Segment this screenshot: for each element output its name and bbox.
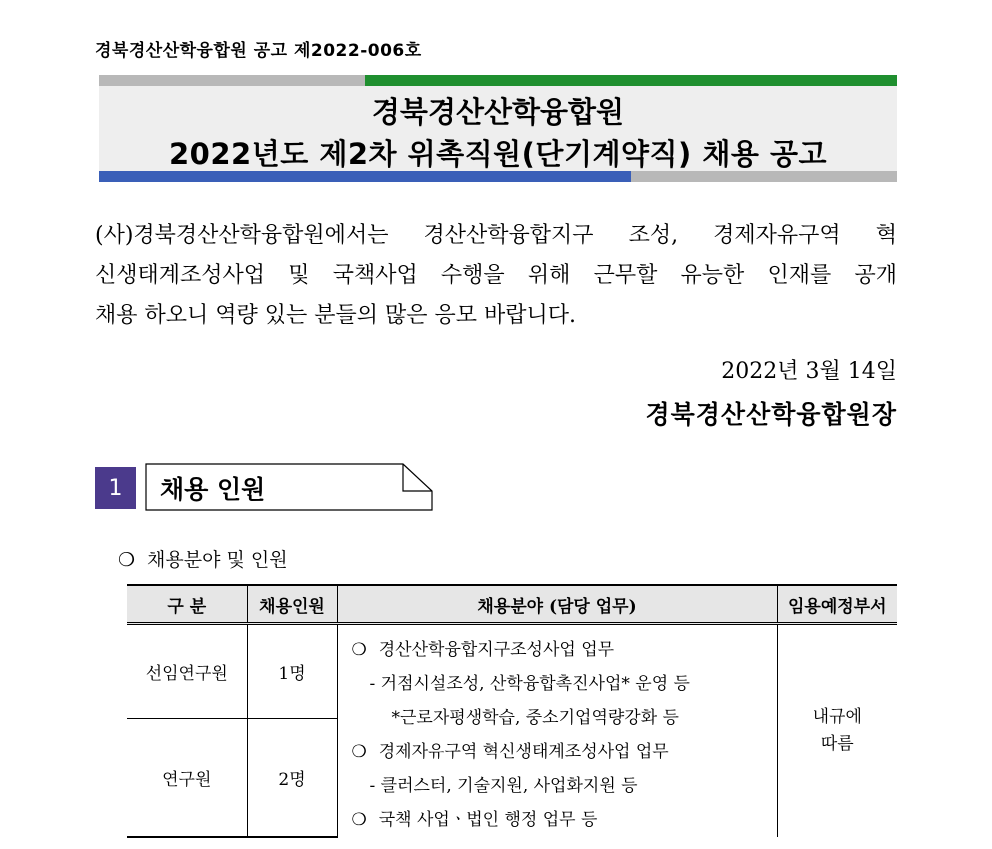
recruitment-table <box>127 584 897 838</box>
intro-line: 신생태계조성사업 및 국책사업 수행을 위해 근무할 유능한 인재를 공개 <box>95 263 897 288</box>
header-count: 채용인원 <box>247 585 337 624</box>
title-bar-bottom-blue <box>99 171 631 182</box>
row-count: 2명 <box>247 718 337 837</box>
section-title: 채용 인원 <box>160 475 266 504</box>
duty-note: *근로자평생학습, 중소기업역량강화 등 <box>391 708 679 728</box>
header-field: 채용분야 (담당 업무) <box>337 585 777 624</box>
department-line: 내규에 <box>812 707 862 727</box>
duty-item: ❍ 경산산학융합지구조성사업 업무 <box>351 640 615 660</box>
intro-line: 채용 하오니 역량 있는 분들의 많은 응모 바랍니다. <box>95 303 576 328</box>
title-banner <box>99 75 897 182</box>
signer-name: 경북경산산학융합원장 <box>645 400 897 429</box>
announcement-date: 2022년 3월 14일 <box>721 359 897 384</box>
circle-bullet-icon: ❍ <box>118 549 136 571</box>
duty-item: ❍ 경제자유구역 혁신생태계조성사업 업무 <box>351 742 669 762</box>
duty-detail: - 거점시설조성, 산학융합촉진사업* 운영 등 <box>369 674 690 694</box>
sub-heading <box>118 545 288 572</box>
circle-bullet-icon: ❍ <box>351 640 367 660</box>
intro-line: (사)경북경산산학융합원에서는 경산산학융합지구 조성, 경제자유구역 혁 <box>95 223 897 248</box>
title-organization: 경북경산산학융합원 <box>371 95 625 129</box>
section-number-badge: 1 <box>95 467 136 509</box>
title-announcement: 2022년도 제2차 위촉직원(단기계약직) 채용 공고 <box>168 137 828 171</box>
sub-heading-text: 채용분야 및 인원 <box>147 549 288 571</box>
circle-bullet-icon: ❍ <box>351 810 367 830</box>
duty-detail: - 클러스터, 기술지원, 사업화지원 등 <box>369 776 638 796</box>
header-category: 구 분 <box>127 585 247 624</box>
row-category: 선임연구원 <box>127 624 247 719</box>
title-bar-top-green <box>365 75 897 86</box>
department-cell <box>777 624 897 838</box>
circle-bullet-icon: ❍ <box>351 742 367 762</box>
title-bar-top-gray <box>99 75 365 86</box>
duty-item: ❍ 국책 사업ㆍ법인 행정 업무 등 <box>351 810 598 830</box>
notice-number: 경북경산산학융합원 공고 제2022-006호 <box>95 41 422 61</box>
duties-cell <box>337 624 777 838</box>
intro-paragraph <box>95 216 897 336</box>
row-category: 연구원 <box>127 718 247 837</box>
row-count: 1명 <box>247 624 337 719</box>
header-department: 임용예정부서 <box>777 585 897 624</box>
title-bar-bottom-gray <box>631 171 897 182</box>
department-line: 따름 <box>820 734 854 754</box>
